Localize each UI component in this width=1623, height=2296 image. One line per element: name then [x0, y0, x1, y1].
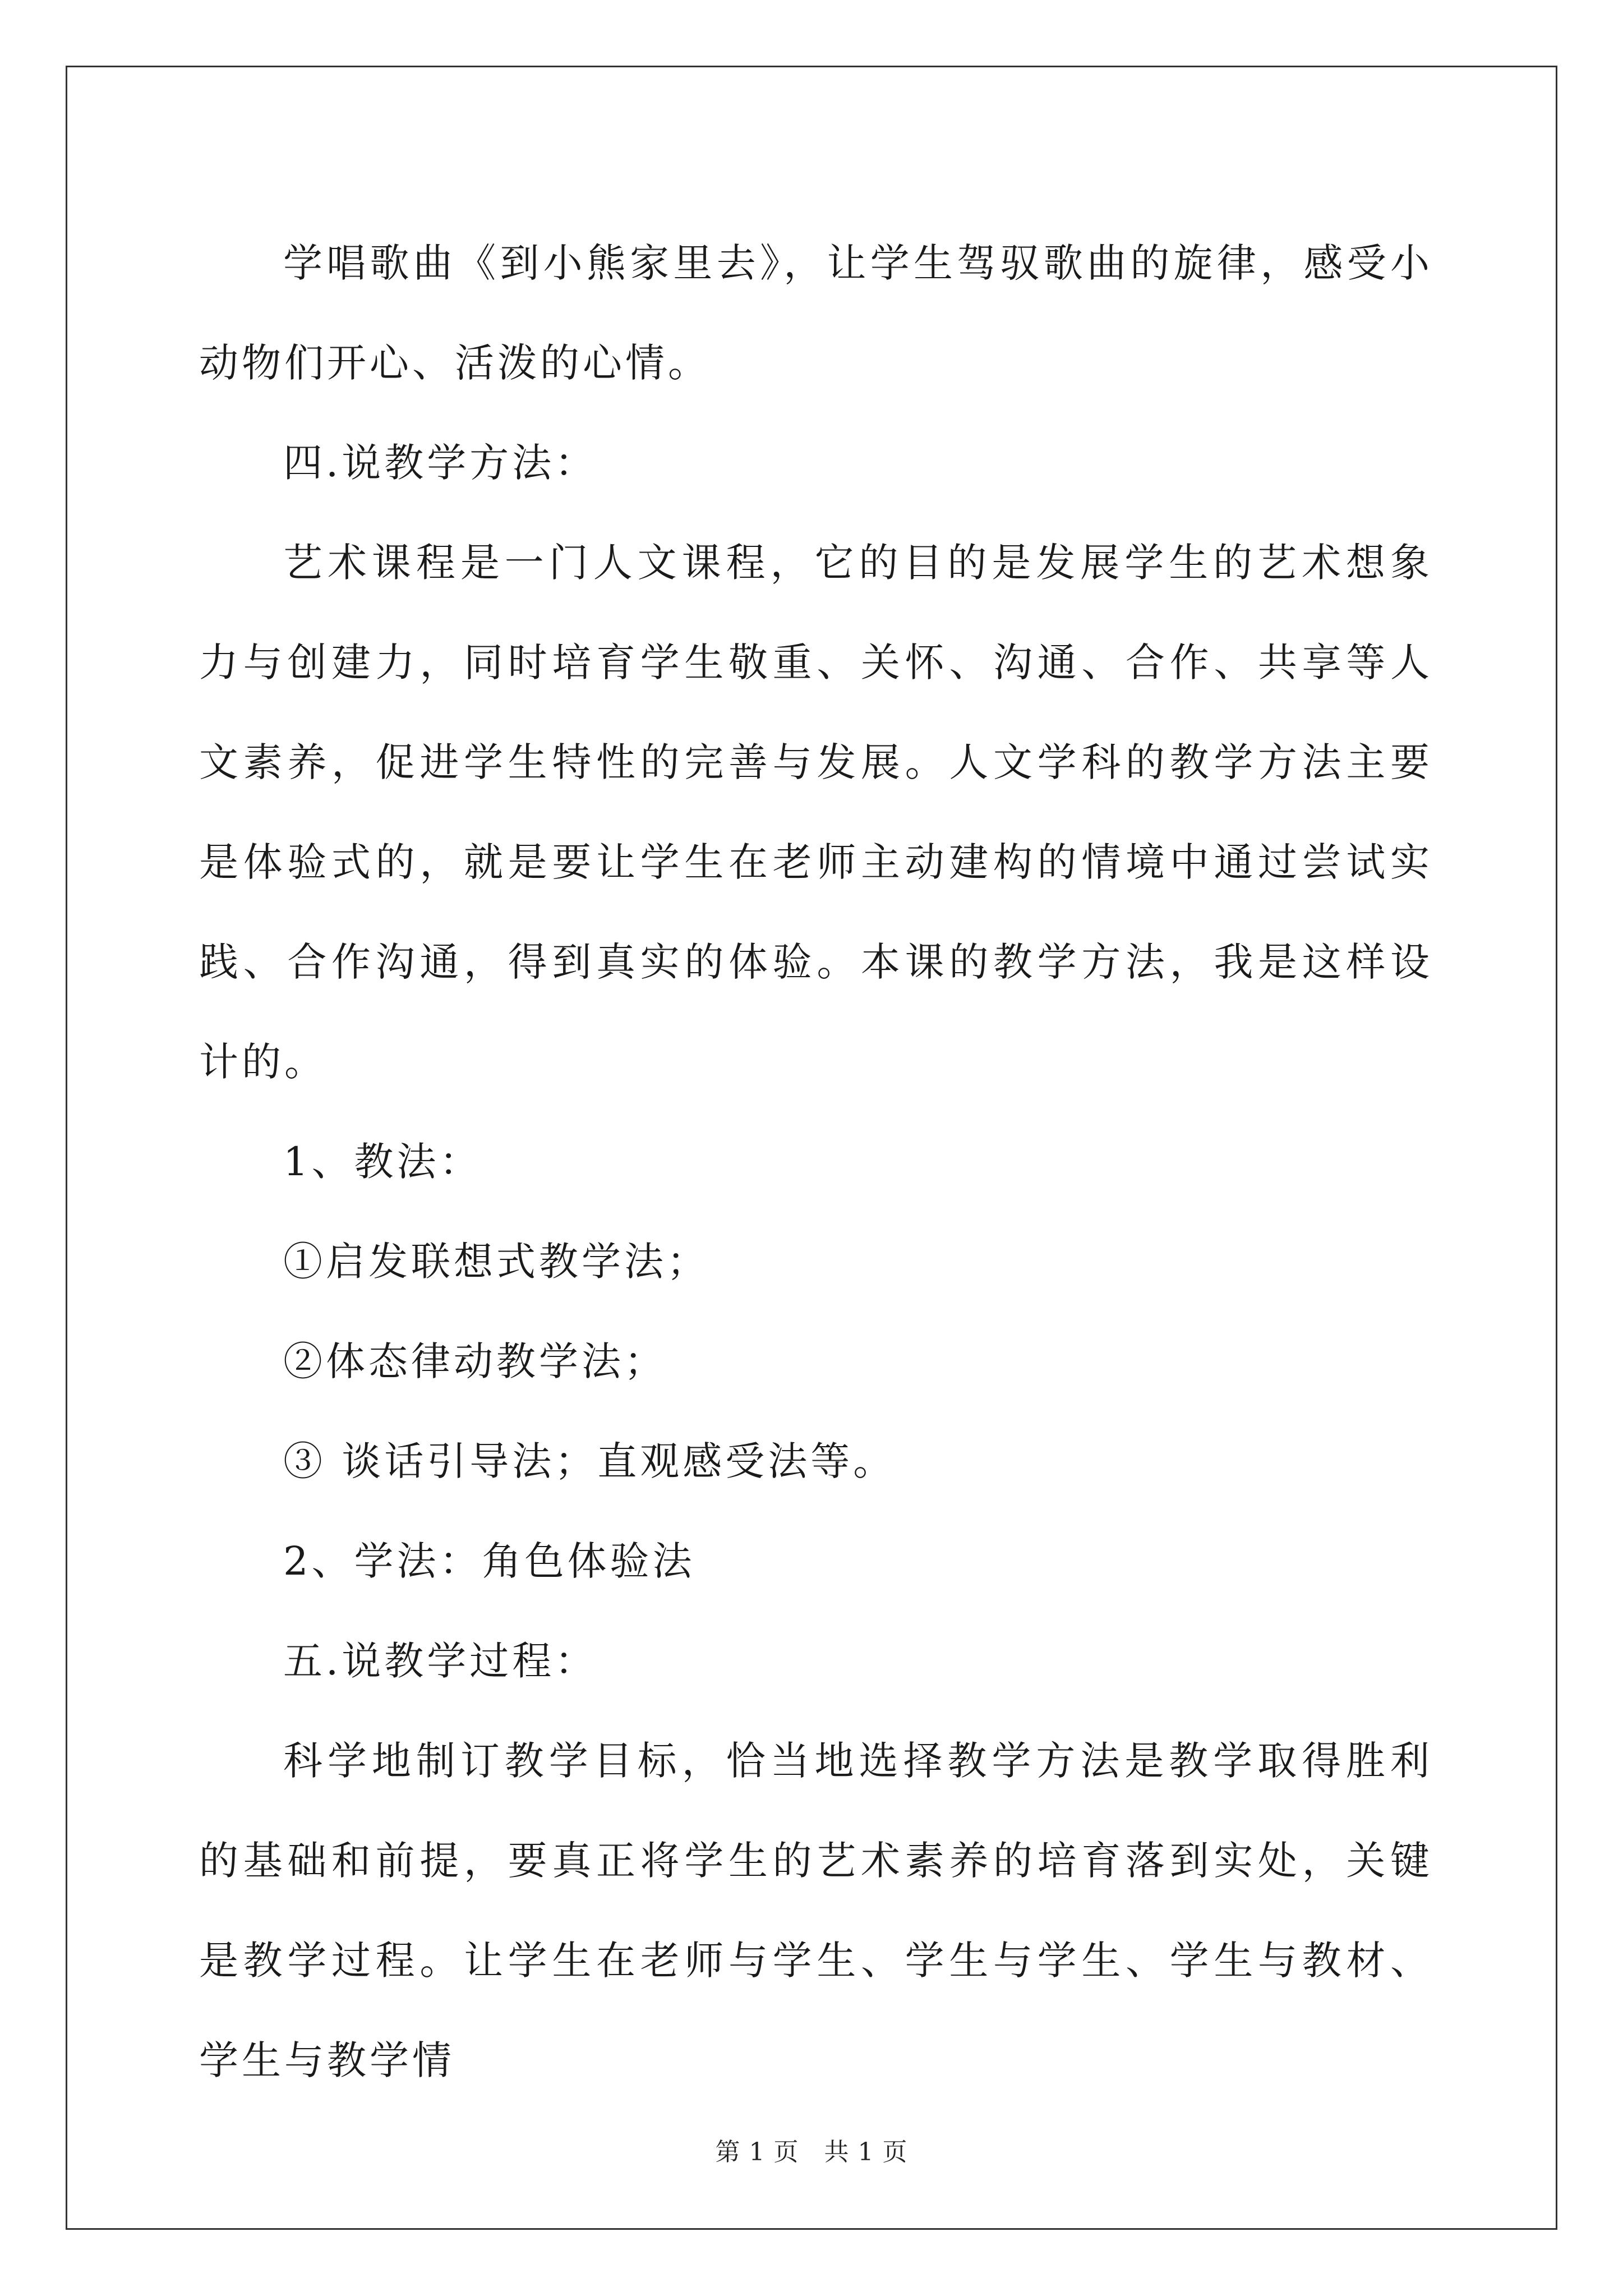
paragraph: 艺术课程是一门人文课程，它的目的是发展学生的艺术想象力与创建力，同时培育学生敬重、关怀、沟通、合作、共享等人文素养，促进学生特性的完善与发展。人文学科的教学方法主要是体验式的，就是要让学生在老师主动建构的情境中通过尝试实践、合作沟通，得到真实的体验。本课的教学方法，我是这样设计的。 — [199, 540, 1433, 1085]
list-heading: 2、学法：角色体验法 — [283, 1538, 695, 1584]
paragraph: 科学地制订教学目标，恰当地选择教学方法是教学取得胜利的基础和前提，要真正将学生的艺术素养的培育落到实处，关键是教学过程。让学生在老师与学生、学生与学生、学生与教材、学生与教学情 — [199, 1738, 1433, 2083]
list-heading: 1、教法： — [283, 1139, 482, 1185]
section-heading: 四.说教学方法： — [283, 440, 598, 486]
section-heading: 五.说教学过程： — [283, 1638, 598, 1684]
page-footer: 第 1 页 共 1 页 — [715, 2138, 908, 2166]
list-item: ①启发联想式教学法； — [283, 1239, 709, 1285]
paragraph: 学唱歌曲《到小熊家里去》，让学生驾驭歌曲的旋律，感受小动物们开心、活泼的心情。 — [199, 240, 1433, 386]
document-body — [199, 213, 1433, 2110]
list-item: ③ 谈话引导法；直观感受法等。 — [283, 1438, 896, 1484]
list-item: ②体态律动教学法； — [283, 1338, 667, 1384]
